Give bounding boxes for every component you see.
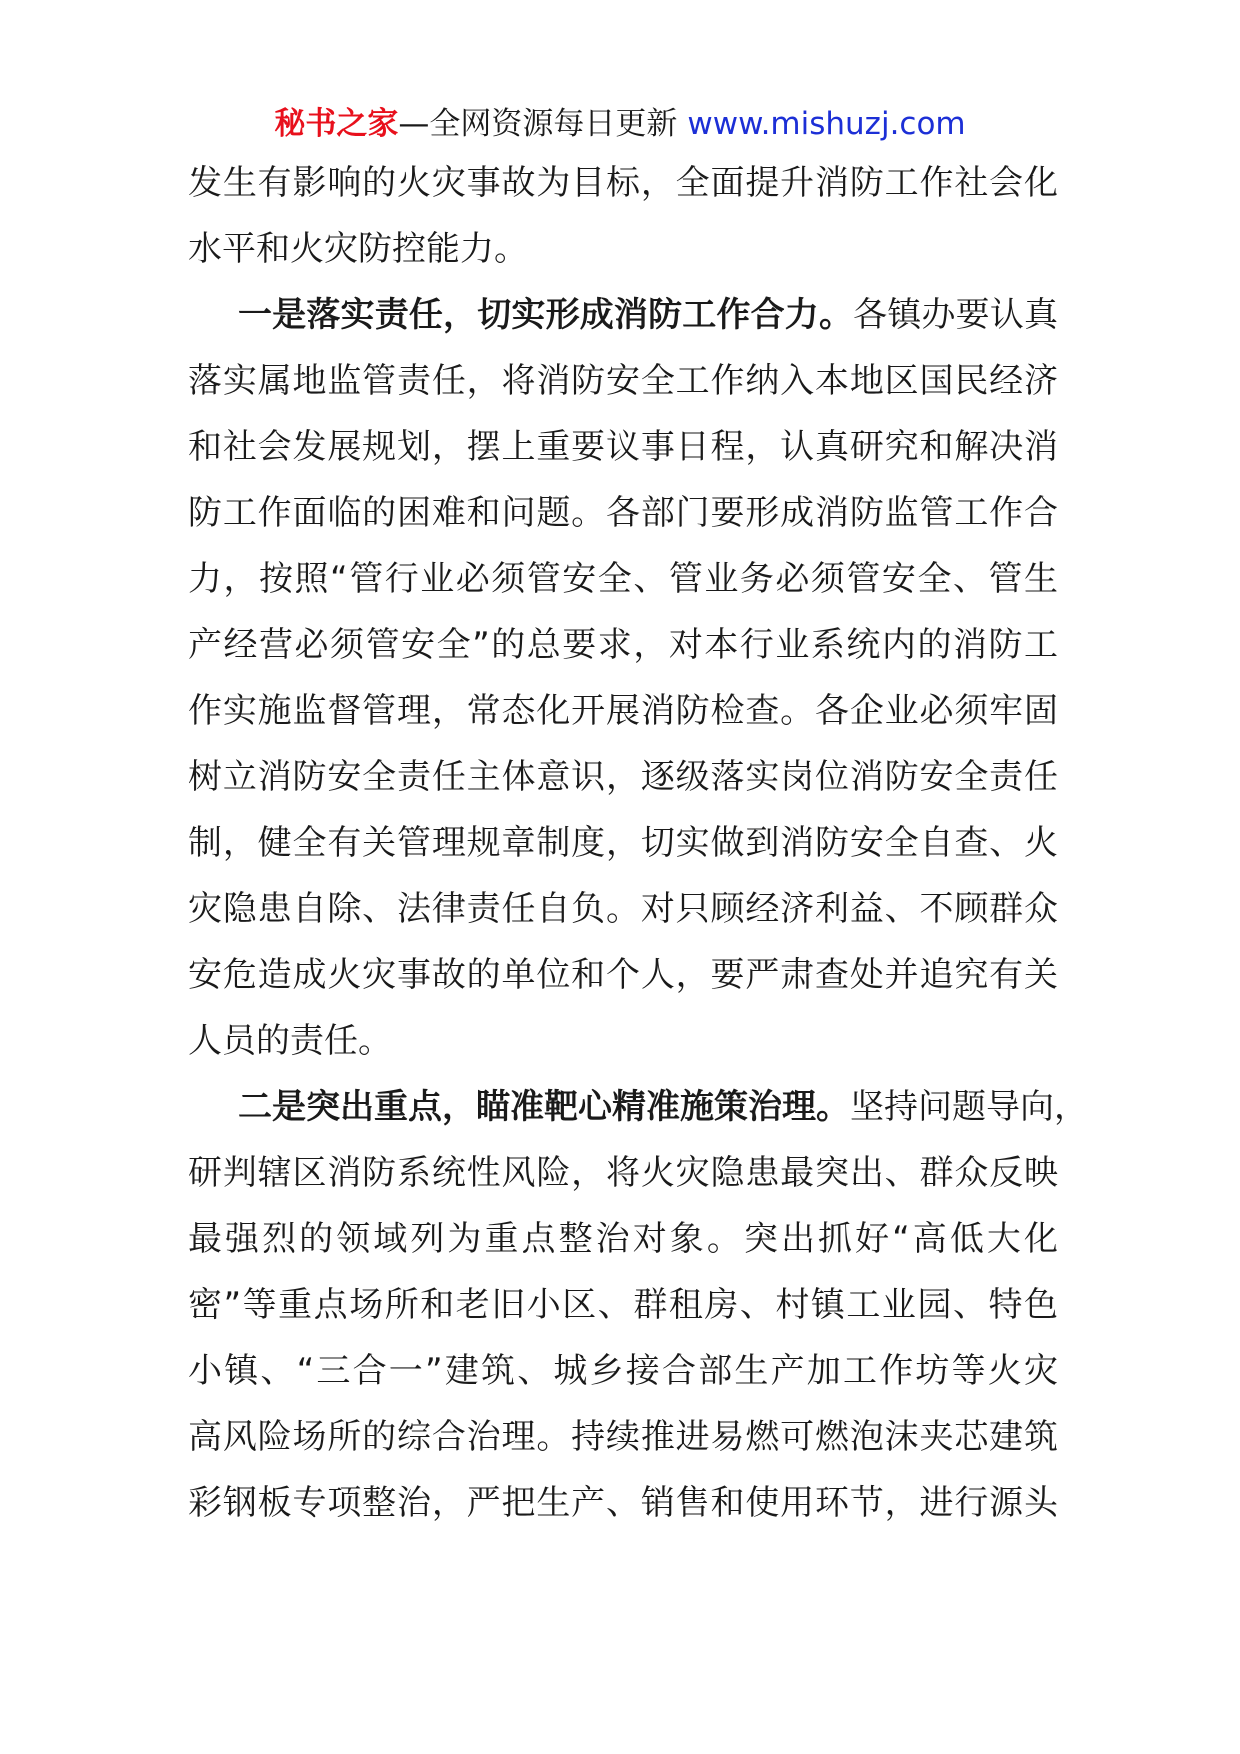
text-line-lead (188, 282, 1058, 348)
text-line: 小镇、“三合一”建筑、城乡接合部生产加工作坊等火灾 (188, 1351, 1058, 1391)
paragraph-lead-heading: 二是突出重点，瞄准靶心精准施策治理。 (238, 1087, 850, 1127)
text-line: 水平和火灾防控能力。 (188, 229, 528, 269)
site-brand: 秘书之家 (274, 106, 399, 142)
text-line: 力，按照“管行业必须管安全、管业务必须管安全、管生 (188, 559, 1058, 599)
site-header (0, 100, 1240, 148)
text-line: 人员的责任。 (188, 1021, 392, 1061)
text-line: 和社会发展规划，摆上重要议事日程，认真研究和解决消 (188, 427, 1058, 467)
text-line: 研判辖区消防系统性风险，将火灾隐患最突出、群众反映 (188, 1153, 1058, 1193)
text-line: 防工作面临的困难和问题。各部门要形成消防监管工作合 (188, 493, 1058, 533)
site-tagline: —全网资源每日更新 (398, 106, 678, 142)
paragraph-key-focus (188, 1074, 1088, 1536)
paragraph-lead-heading: 一是落实责任，切实形成消防工作合力。 (238, 295, 854, 335)
text-line: 落实属地监管责任，将消防安全工作纳入本地区国民经济 (188, 361, 1058, 401)
text-line: 作实施监督管理，常态化开展消防检查。各企业必须牢固 (188, 691, 1058, 731)
paragraph-lead-tail: 各镇办要认真 (853, 295, 1059, 335)
text-line: 发生有影响的火灾事故为目标，全面提升消防工作社会化 (188, 163, 1058, 203)
text-line: 密”等重点场所和老旧小区、群租房、村镇工业园、特色 (188, 1285, 1058, 1325)
text-line: 产经营必须管安全”的总要求，对本行业系统内的消防工 (188, 625, 1058, 665)
document-body (188, 150, 1088, 1536)
paragraph-lead-tail: 坚持问题导向， (850, 1087, 1088, 1127)
text-line: 安危造成火灾事故的单位和个人，要严肃查处并追究有关 (188, 955, 1058, 995)
paragraph-continuation (188, 150, 1058, 282)
text-line: 彩钢板专项整治，严把生产、销售和使用环节，进行源头 (188, 1483, 1058, 1523)
text-line: 制，健全有关管理规章制度，切实做到消防安全自查、火 (188, 823, 1058, 863)
site-url-link[interactable]: www.mishuzj.com (687, 106, 966, 142)
paragraph-responsibility (188, 282, 1058, 1074)
text-line: 高风险场所的综合治理。持续推进易燃可燃泡沫夹芯建筑 (188, 1417, 1058, 1457)
text-line-lead (188, 1074, 1088, 1140)
text-line: 树立消防安全责任主体意识，逐级落实岗位消防安全责任 (188, 757, 1058, 797)
text-line: 灾隐患自除、法律责任自负。对只顾经济利益、不顾群众 (188, 889, 1058, 929)
text-line: 最强烈的领域列为重点整治对象。突出抓好“高低大化 (188, 1219, 1058, 1259)
